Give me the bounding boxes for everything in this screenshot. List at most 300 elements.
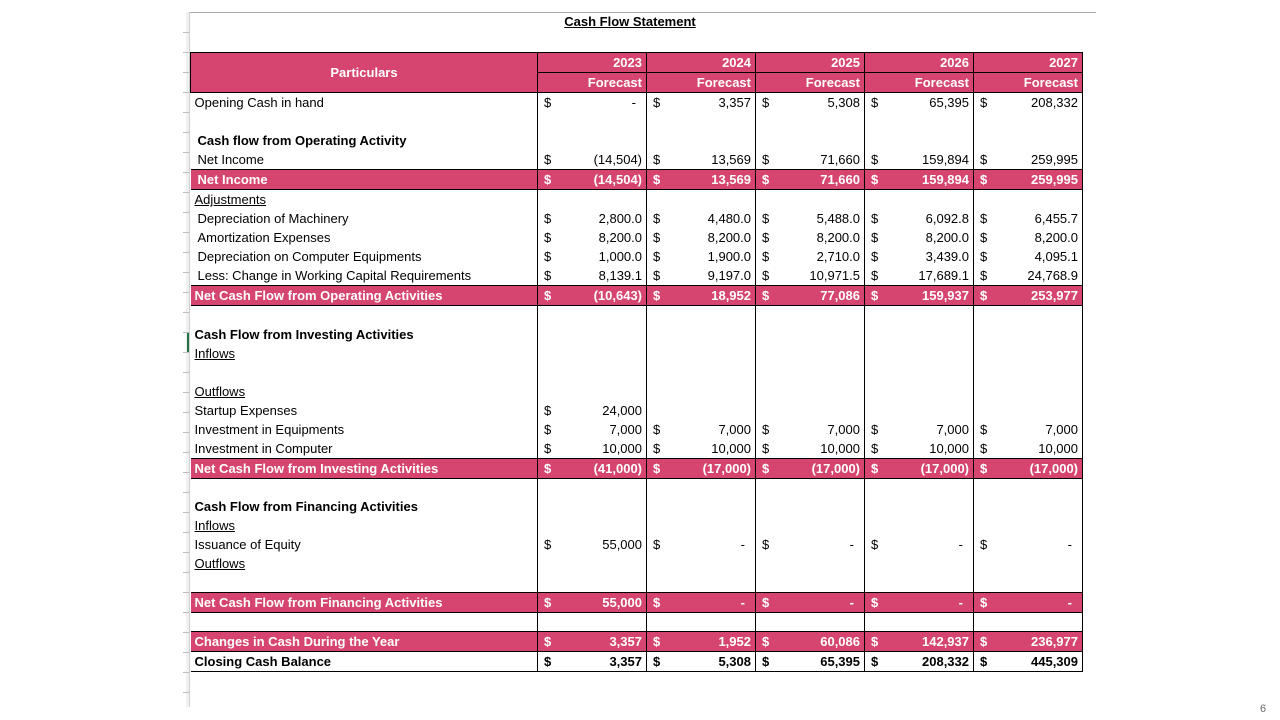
currency-symbol: $ — [653, 460, 661, 476]
value-cell[interactable] — [974, 420, 1083, 439]
empty-cell[interactable] — [756, 497, 865, 516]
currency-symbol: $ — [980, 633, 988, 649]
row-gutter-tick — [183, 552, 189, 553]
value-cell[interactable] — [647, 420, 756, 439]
row-label[interactable]: Net Cash Flow from Investing Activities — [191, 458, 538, 478]
row-label[interactable] — [191, 573, 538, 592]
amount: 7,000 — [609, 421, 642, 437]
empty-cell[interactable] — [538, 516, 647, 535]
empty-cell[interactable] — [647, 612, 756, 631]
currency-symbol: $ — [980, 421, 988, 437]
header-row-years — [191, 53, 1083, 73]
currency-symbol: $ — [544, 230, 552, 245]
amount: 142,937 — [922, 633, 969, 649]
empty-cell[interactable] — [865, 344, 974, 363]
empty-cell[interactable] — [865, 131, 974, 150]
empty-cell[interactable] — [974, 612, 1083, 631]
value-cell[interactable] — [538, 247, 647, 266]
value-cell[interactable] — [974, 286, 1083, 306]
amount: (41,000) — [593, 460, 642, 476]
value-cell[interactable] — [974, 631, 1083, 651]
row-label[interactable]: Changes in Cash During the Year — [191, 631, 538, 651]
currency-symbol: $ — [871, 633, 879, 649]
currency-symbol: $ — [980, 95, 988, 110]
value-cell[interactable] — [647, 228, 756, 247]
currency-symbol: $ — [544, 653, 552, 669]
empty-cell[interactable] — [756, 554, 865, 573]
empty-cell[interactable] — [538, 190, 647, 210]
row-label[interactable]: Net Cash Flow from Financing Activities — [191, 592, 538, 612]
row-label[interactable]: Cash flow from Operating Activity — [197, 133, 407, 148]
amount: 65,395 — [820, 653, 860, 669]
empty-cell[interactable] — [756, 344, 865, 363]
currency-value — [760, 439, 860, 458]
row-label[interactable]: Depreciation on Computer Equipments — [197, 249, 422, 264]
value-cell[interactable] — [756, 592, 865, 612]
row-gutter-tick — [183, 312, 189, 313]
currency-value — [760, 420, 860, 439]
empty-cell[interactable] — [756, 190, 865, 210]
forecast-subheader: Forecast — [865, 73, 974, 93]
row-label[interactable]: Depreciation of Machinery — [197, 211, 349, 226]
table-row — [191, 93, 1083, 113]
empty-cell[interactable] — [647, 382, 756, 401]
empty-cell[interactable] — [974, 382, 1083, 401]
empty-cell[interactable] — [538, 497, 647, 516]
currency-symbol: $ — [762, 440, 770, 456]
row-label[interactable]: Amortization Expenses — [197, 230, 331, 245]
currency-value — [760, 286, 860, 305]
amount: 55,000 — [602, 537, 642, 552]
value-cell[interactable] — [974, 170, 1083, 190]
empty-cell[interactable] — [865, 190, 974, 210]
currency-symbol: $ — [544, 402, 552, 418]
value-cell[interactable] — [974, 266, 1083, 286]
row-gutter-tick — [183, 32, 189, 33]
value-cell[interactable] — [538, 93, 647, 113]
amount: 10,000 — [820, 440, 860, 456]
empty-cell[interactable] — [865, 516, 974, 535]
currency-value — [651, 420, 751, 439]
currency-symbol: $ — [762, 230, 770, 245]
empty-cell[interactable] — [756, 306, 865, 325]
empty-cell[interactable] — [865, 401, 974, 420]
currency-symbol: $ — [980, 211, 988, 226]
row-label[interactable]: Inflows — [194, 345, 235, 361]
row-label[interactable] — [191, 478, 538, 497]
value-cell[interactable] — [647, 286, 756, 306]
empty-cell[interactable] — [974, 190, 1083, 210]
value-cell[interactable] — [538, 266, 647, 286]
row-label[interactable] — [191, 306, 538, 325]
currency-symbol: $ — [871, 172, 879, 187]
currency-value — [869, 535, 969, 554]
empty-cell[interactable] — [756, 401, 865, 420]
empty-cell[interactable] — [974, 363, 1083, 382]
amount: - — [958, 537, 963, 552]
empty-cell[interactable] — [647, 131, 756, 150]
amount: 13,569 — [711, 172, 751, 187]
empty-cell[interactable] — [756, 131, 865, 150]
value-cell[interactable] — [974, 439, 1083, 459]
value-cell[interactable] — [647, 458, 756, 478]
empty-cell[interactable] — [538, 325, 647, 344]
empty-cell[interactable] — [865, 112, 974, 131]
value-cell[interactable] — [865, 439, 974, 459]
value-cell[interactable] — [756, 458, 865, 478]
currency-symbol: $ — [653, 594, 661, 610]
value-cell[interactable] — [756, 535, 865, 554]
empty-cell[interactable] — [538, 344, 647, 363]
value-cell[interactable] — [865, 93, 974, 113]
amount: 8,200.0 — [707, 230, 751, 245]
value-cell[interactable] — [756, 209, 865, 228]
table-row — [191, 612, 1083, 631]
empty-cell[interactable] — [756, 516, 865, 535]
empty-cell[interactable] — [974, 478, 1083, 497]
value-cell[interactable] — [865, 592, 974, 612]
currency-value — [651, 439, 751, 458]
value-cell[interactable] — [865, 247, 974, 266]
value-cell[interactable] — [538, 401, 647, 420]
row-label[interactable]: Opening Cash in hand — [194, 95, 324, 110]
value-cell[interactable] — [865, 420, 974, 439]
row-gutter-tick — [183, 192, 189, 193]
currency-symbol: $ — [653, 152, 661, 167]
table-row — [191, 266, 1083, 286]
currency-value — [869, 632, 969, 651]
empty-cell[interactable] — [647, 497, 756, 516]
page-title: Cash Flow Statement — [564, 14, 696, 29]
currency-value — [542, 228, 642, 247]
row-label[interactable]: Outflows — [194, 556, 246, 571]
row-gutter-tick — [183, 352, 189, 353]
row-label[interactable]: Startup Expenses — [194, 402, 298, 418]
value-cell[interactable] — [974, 209, 1083, 228]
value-cell[interactable] — [756, 651, 865, 671]
table-row — [191, 131, 1083, 150]
value-cell[interactable] — [647, 651, 756, 671]
currency-symbol: $ — [871, 653, 879, 669]
value-cell[interactable] — [974, 93, 1083, 113]
currency-symbol: $ — [871, 95, 879, 110]
empty-cell[interactable] — [974, 573, 1083, 592]
value-cell[interactable] — [647, 535, 756, 554]
value-cell[interactable] — [865, 150, 974, 170]
value-cell[interactable] — [756, 439, 865, 459]
value-cell[interactable] — [974, 535, 1083, 554]
row-gutter-tick — [183, 592, 189, 593]
empty-cell[interactable] — [865, 573, 974, 592]
empty-cell[interactable] — [538, 612, 647, 631]
amount: 10,971.5 — [809, 268, 860, 283]
value-cell[interactable] — [865, 535, 974, 554]
currency-value — [651, 150, 751, 169]
amount: 1,900.0 — [707, 249, 751, 264]
table-row — [191, 439, 1083, 459]
amount: 7,000 — [1045, 421, 1078, 437]
value-cell[interactable] — [647, 170, 756, 190]
row-gutter-tick — [183, 232, 189, 233]
row-gutter-tick — [183, 612, 189, 613]
empty-cell[interactable] — [647, 306, 756, 325]
value-cell[interactable] — [538, 420, 647, 439]
currency-value — [542, 266, 642, 285]
value-cell[interactable] — [538, 631, 647, 651]
value-cell[interactable] — [538, 439, 647, 459]
value-cell[interactable] — [647, 631, 756, 651]
currency-value — [869, 459, 969, 478]
value-cell[interactable] — [538, 209, 647, 228]
currency-value — [760, 150, 860, 169]
empty-cell[interactable] — [974, 401, 1083, 420]
row-gutter-tick — [183, 512, 189, 513]
empty-cell[interactable] — [756, 573, 865, 592]
currency-symbol: $ — [980, 460, 988, 476]
currency-symbol: $ — [762, 152, 770, 167]
row-label[interactable]: Issuance of Equity — [194, 537, 301, 552]
value-cell[interactable] — [865, 170, 974, 190]
empty-cell[interactable] — [756, 478, 865, 497]
row-label[interactable]: Adjustments — [194, 192, 267, 207]
currency-value — [651, 652, 751, 671]
currency-value — [760, 170, 860, 189]
value-cell[interactable] — [865, 266, 974, 286]
currency-value — [978, 150, 1078, 169]
currency-value — [651, 228, 751, 247]
value-cell[interactable] — [538, 458, 647, 478]
table-row — [191, 631, 1083, 651]
currency-symbol: $ — [980, 152, 988, 167]
currency-symbol: $ — [762, 288, 770, 303]
empty-cell[interactable] — [974, 516, 1083, 535]
value-cell[interactable] — [756, 170, 865, 190]
sheet-top-border — [186, 12, 1096, 13]
value-cell[interactable] — [538, 170, 647, 190]
empty-cell[interactable] — [756, 363, 865, 382]
value-cell[interactable] — [974, 651, 1083, 671]
row-gutter-tick — [183, 132, 189, 133]
amount: 8,200.0 — [816, 230, 860, 245]
row-label[interactable]: Investment in Computer — [194, 440, 333, 456]
empty-cell[interactable] — [756, 612, 865, 631]
currency-symbol: $ — [871, 152, 879, 167]
currency-value — [542, 420, 642, 439]
forecast-subheader: Forecast — [647, 73, 756, 93]
currency-symbol: $ — [653, 653, 661, 669]
value-cell[interactable] — [647, 209, 756, 228]
value-cell[interactable] — [538, 150, 647, 170]
empty-cell[interactable] — [865, 306, 974, 325]
row-label[interactable]: Cash Flow from Investing Activities — [194, 326, 414, 342]
row-label[interactable]: Net Income — [197, 152, 264, 167]
currency-symbol: $ — [871, 460, 879, 476]
row-gutter-tick — [183, 412, 189, 413]
amount: (17,000) — [1029, 460, 1078, 476]
value-cell[interactable] — [974, 228, 1083, 247]
currency-symbol: $ — [653, 172, 661, 187]
row-label[interactable] — [191, 363, 538, 382]
row-label[interactable]: Less: Change in Working Capital Requirements — [197, 268, 472, 283]
value-cell[interactable] — [756, 93, 865, 113]
empty-cell[interactable] — [538, 478, 647, 497]
empty-cell[interactable] — [647, 573, 756, 592]
value-cell[interactable] — [756, 266, 865, 286]
value-cell[interactable] — [756, 286, 865, 306]
row-gutter-tick — [183, 452, 189, 453]
amount: 1,000.0 — [598, 249, 642, 264]
empty-cell[interactable] — [974, 344, 1083, 363]
currency-value — [978, 439, 1078, 458]
empty-cell[interactable] — [538, 573, 647, 592]
amount: 2,710.0 — [816, 249, 860, 264]
empty-cell[interactable] — [538, 306, 647, 325]
row-label[interactable]: Net Income — [191, 170, 538, 190]
amount: 3,357 — [718, 95, 751, 110]
value-cell[interactable] — [974, 458, 1083, 478]
value-cell[interactable] — [756, 228, 865, 247]
row-gutter-tick — [183, 372, 189, 373]
empty-cell[interactable] — [865, 382, 974, 401]
empty-cell[interactable] — [538, 131, 647, 150]
table-row — [191, 478, 1083, 497]
value-cell[interactable] — [538, 651, 647, 671]
amount: 3,357 — [609, 633, 642, 649]
empty-cell[interactable] — [865, 554, 974, 573]
value-cell[interactable] — [538, 228, 647, 247]
value-cell[interactable] — [974, 247, 1083, 266]
value-cell[interactable] — [865, 631, 974, 651]
currency-value — [978, 228, 1078, 247]
empty-cell[interactable] — [865, 497, 974, 516]
currency-value — [760, 632, 860, 651]
value-cell[interactable] — [647, 247, 756, 266]
value-cell[interactable] — [647, 439, 756, 459]
value-cell[interactable] — [865, 651, 974, 671]
amount: 3,357 — [609, 653, 642, 669]
empty-cell[interactable] — [974, 112, 1083, 131]
currency-symbol: $ — [762, 460, 770, 476]
empty-cell[interactable] — [756, 382, 865, 401]
value-cell[interactable] — [756, 247, 865, 266]
table-row — [191, 286, 1083, 306]
empty-cell[interactable] — [647, 516, 756, 535]
empty-cell[interactable] — [647, 478, 756, 497]
value-cell[interactable] — [756, 150, 865, 170]
value-cell[interactable] — [865, 286, 974, 306]
amount: 6,092.8 — [925, 211, 969, 226]
row-label[interactable]: Net Cash Flow from Operating Activities — [191, 286, 538, 306]
value-cell[interactable] — [538, 592, 647, 612]
value-cell[interactable] — [647, 93, 756, 113]
row-gutter-tick — [183, 692, 189, 693]
currency-value — [542, 593, 642, 612]
amount: 4,480.0 — [707, 211, 751, 226]
empty-cell[interactable] — [974, 306, 1083, 325]
value-cell[interactable] — [538, 535, 647, 554]
empty-cell[interactable] — [647, 344, 756, 363]
empty-cell[interactable] — [756, 112, 865, 131]
empty-cell[interactable] — [865, 363, 974, 382]
currency-value — [869, 150, 969, 169]
row-label[interactable]: Outflows — [194, 383, 246, 399]
amount: 5,308 — [827, 95, 860, 110]
empty-cell[interactable] — [974, 131, 1083, 150]
empty-cell[interactable] — [974, 554, 1083, 573]
row-label[interactable]: Investment in Equipments — [194, 421, 345, 437]
empty-cell[interactable] — [647, 325, 756, 344]
currency-value — [651, 266, 751, 285]
value-cell[interactable] — [756, 420, 865, 439]
empty-cell[interactable] — [538, 112, 647, 131]
currency-value — [651, 593, 751, 612]
currency-symbol: $ — [762, 537, 770, 552]
currency-symbol: $ — [544, 172, 552, 187]
empty-cell[interactable] — [647, 554, 756, 573]
value-cell[interactable] — [865, 228, 974, 247]
value-cell[interactable] — [538, 286, 647, 306]
table-row — [191, 535, 1083, 554]
currency-symbol: $ — [871, 249, 879, 264]
row-label[interactable] — [191, 612, 538, 631]
row-label[interactable]: Inflows — [194, 518, 235, 533]
empty-cell[interactable] — [865, 612, 974, 631]
table-row — [191, 306, 1083, 325]
currency-value — [651, 93, 751, 112]
empty-cell[interactable] — [538, 554, 647, 573]
empty-cell[interactable] — [974, 497, 1083, 516]
amount: 7,000 — [718, 421, 751, 437]
currency-value — [869, 247, 969, 266]
row-label[interactable]: Cash Flow from Financing Activities — [194, 499, 418, 514]
amount: 77,086 — [820, 288, 860, 303]
value-cell[interactable] — [756, 631, 865, 651]
row-label[interactable] — [191, 112, 538, 131]
empty-cell[interactable] — [865, 478, 974, 497]
currency-symbol: $ — [980, 249, 988, 264]
value-cell[interactable] — [647, 592, 756, 612]
empty-cell[interactable] — [647, 363, 756, 382]
empty-cell[interactable] — [647, 112, 756, 131]
empty-cell[interactable] — [538, 363, 647, 382]
currency-value — [978, 459, 1078, 478]
value-cell[interactable] — [647, 266, 756, 286]
table-row — [191, 247, 1083, 266]
currency-value — [978, 170, 1078, 189]
value-cell[interactable] — [865, 209, 974, 228]
value-cell[interactable] — [974, 150, 1083, 170]
table-row — [191, 209, 1083, 228]
empty-cell[interactable] — [647, 190, 756, 210]
currency-value — [651, 209, 751, 228]
value-cell[interactable] — [974, 592, 1083, 612]
empty-cell[interactable] — [974, 325, 1083, 344]
year-header: 2026 — [865, 53, 974, 73]
amount: 10,000 — [602, 440, 642, 456]
empty-cell[interactable] — [647, 401, 756, 420]
amount: (14,504) — [593, 152, 642, 167]
value-cell[interactable] — [647, 150, 756, 170]
row-label[interactable]: Closing Cash Balance — [191, 651, 538, 671]
currency-symbol: $ — [980, 653, 988, 669]
amount: - — [1067, 537, 1072, 552]
amount: 259,995 — [1031, 172, 1078, 187]
empty-cell[interactable] — [756, 325, 865, 344]
empty-cell[interactable] — [865, 325, 974, 344]
amount: 159,937 — [922, 288, 969, 303]
value-cell[interactable] — [865, 458, 974, 478]
empty-cell[interactable] — [538, 382, 647, 401]
